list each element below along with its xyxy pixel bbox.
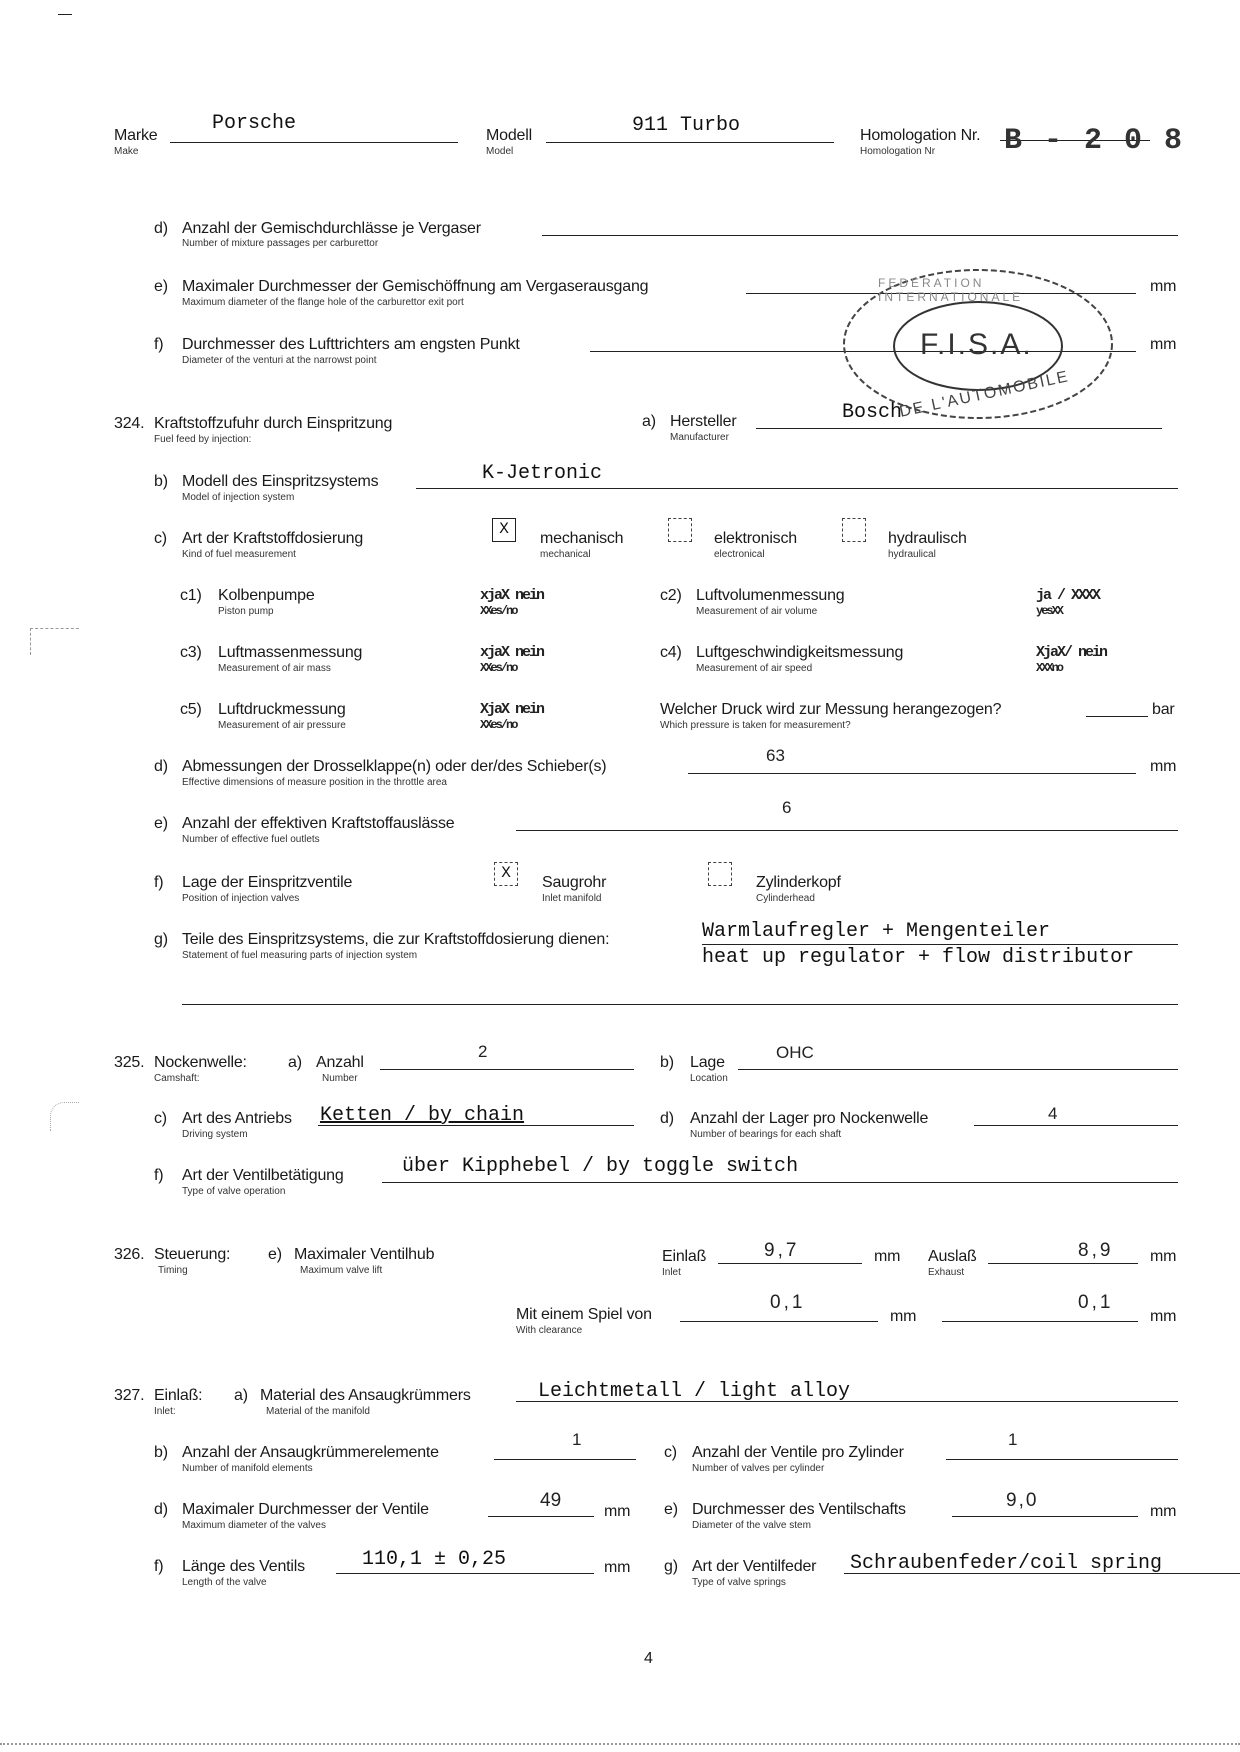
- item-letter: c4): [660, 644, 682, 661]
- unit-mm: mm: [604, 1503, 631, 1520]
- item-letter: f): [154, 1167, 164, 1184]
- throttle-dimensions-sublabel: Effective dimensions of measure position in the throttle area: [182, 777, 447, 788]
- model-field-line: [546, 142, 834, 143]
- inlet-clearance-field-line: [680, 1321, 878, 1322]
- air-speed-answer[interactable]: XjaX/ nein: [1036, 644, 1107, 661]
- fuel-outlets-value[interactable]: 6: [782, 798, 792, 817]
- pressure-field[interactable]: [1086, 716, 1148, 717]
- driving-system-value[interactable]: Ketten / by chain: [320, 1104, 525, 1127]
- item-letter: b): [154, 1444, 168, 1461]
- unit-mm: mm: [1150, 758, 1177, 775]
- valve-spring-type-sublabel: Type of valve springs: [692, 1577, 786, 1588]
- manufacturer-value[interactable]: Bosch: [842, 401, 903, 424]
- valve-length-sublabel: Length of the valve: [182, 1577, 267, 1588]
- piston-pump-answer-sub: XXes/no: [480, 604, 517, 618]
- manifold-elements-label: Anzahl der Ansaugkrümmerelemente: [182, 1444, 439, 1461]
- exhaust-lift-field-line: [988, 1263, 1138, 1264]
- mechanical-sublabel: mechanical: [540, 549, 591, 560]
- inlet-lift-sublabel: Inlet: [662, 1267, 681, 1278]
- model-value[interactable]: 911 Turbo: [632, 114, 741, 137]
- cylinderhead-label: Zylinderkopf: [756, 874, 841, 891]
- valves-per-cylinder-value[interactable]: 1: [1008, 1430, 1018, 1449]
- injection-model-sublabel: Model of injection system: [182, 492, 295, 503]
- camshaft-location-label: Lage: [690, 1054, 725, 1071]
- make-value[interactable]: Porsche: [212, 112, 297, 135]
- piston-pump-answer[interactable]: xjaX nein: [480, 587, 544, 604]
- inlet-lift-field-line: [718, 1263, 862, 1264]
- item-letter: b): [660, 1054, 674, 1071]
- inlet-lift-label: Einlaß: [662, 1248, 707, 1265]
- venturi-diameter-label: Durchmesser des Lufttrichters am engsten Punkt: [182, 336, 520, 353]
- mechanical-checkbox[interactable]: X: [492, 518, 516, 542]
- inlet-manifold-label: Saugrohr: [542, 874, 607, 891]
- punch-hole-mark: [30, 628, 79, 655]
- unit-mm: mm: [1150, 336, 1177, 353]
- item-letter: c5): [180, 701, 202, 718]
- measuring-parts-field-line: [702, 944, 1178, 945]
- hydraulic-checkbox[interactable]: [842, 518, 866, 542]
- bearings-per-shaft-sublabel: Number of bearings for each shaft: [690, 1129, 842, 1140]
- unit-mm: mm: [1150, 278, 1177, 295]
- manifold-elements-sublabel: Number of manifold elements: [182, 1463, 313, 1474]
- model-label: Modell: [486, 127, 532, 144]
- measuring-parts-value-line1[interactable]: Warmlaufregler + Mengenteiler: [702, 920, 1051, 943]
- homologation-sublabel: Homologation Nr: [860, 146, 936, 157]
- clearance-sublabel: With clearance: [516, 1325, 583, 1336]
- bearings-per-shaft-label: Anzahl der Lager pro Nockenwelle: [690, 1110, 929, 1127]
- pressure-question-sublabel: Which pressure is taken for measurement?: [660, 720, 851, 731]
- valve-stem-diameter-sublabel: Diameter of the valve stem: [692, 1520, 811, 1531]
- air-volume-sublabel: Measurement of air volume: [696, 606, 818, 617]
- inlet-manifold-sublabel: Inlet manifold: [542, 893, 602, 904]
- mixture-passages-label: Anzahl der Gemischdurchlässe je Vergaser: [182, 220, 481, 237]
- item-letter: f): [154, 336, 164, 353]
- exhaust-lift-label: Auslaß: [928, 1248, 977, 1265]
- item-letter: c3): [180, 644, 202, 661]
- hydraulic-label: hydraulisch: [888, 530, 967, 547]
- inlet-manifold-checkbox[interactable]: X: [494, 862, 518, 886]
- camshaft-location-sublabel: Location: [690, 1073, 728, 1084]
- manifold-elements-value[interactable]: 1: [572, 1430, 582, 1449]
- throttle-dimensions-label: Abmessungen der Drosselklappe(n) oder der/des Schieber(s): [182, 758, 607, 775]
- mixture-passages-field[interactable]: [542, 235, 1178, 236]
- air-mass-answer-sub: XXes/no: [480, 661, 517, 675]
- make-label: Marke: [114, 127, 158, 144]
- scan-mark: [58, 14, 72, 15]
- item-letter: c1): [180, 587, 202, 604]
- pressure-question-label: Welcher Druck wird zur Messung herangezogen?: [660, 701, 1002, 718]
- valve-length-field-line: [336, 1573, 594, 1574]
- page-number: 4: [644, 1650, 653, 1667]
- section-number: 324.: [114, 415, 145, 432]
- electronic-sublabel: electronical: [714, 549, 765, 560]
- scan-bottom-edge: [0, 1743, 1240, 1745]
- item-letter: c2): [660, 587, 682, 604]
- homologation-value[interactable]: B - 2 0 8: [1004, 124, 1185, 158]
- cylinderhead-checkbox[interactable]: [708, 862, 732, 886]
- manufacturer-sublabel: Manufacturer: [670, 432, 729, 443]
- max-valve-lift-sublabel: Maximum valve lift: [300, 1265, 383, 1276]
- manifold-material-sublabel: Material of the manifold: [266, 1406, 370, 1417]
- section-subtitle: Fuel feed by injection:: [154, 434, 252, 445]
- item-letter: c): [154, 530, 167, 547]
- section-title: Kraftstoffzufuhr durch Einspritzung: [154, 415, 393, 432]
- fuel-outlets-sublabel: Number of effective fuel outlets: [182, 834, 320, 845]
- valve-spring-type-label: Art der Ventilfeder: [692, 1558, 817, 1575]
- bearings-per-shaft-field-line: [974, 1125, 1178, 1126]
- air-pressure-label: Luftdruckmessung: [218, 701, 346, 718]
- section-number: 326.: [114, 1246, 145, 1263]
- item-letter: b): [154, 473, 168, 490]
- manifold-material-label: Material des Ansaugkrümmers: [260, 1387, 471, 1404]
- piston-pump-sublabel: Piston pump: [218, 606, 274, 617]
- measuring-parts-extra-line: [182, 1004, 1178, 1005]
- air-pressure-sublabel: Measurement of air pressure: [218, 720, 346, 731]
- air-volume-label: Luftvolumenmessung: [696, 587, 845, 604]
- item-letter: e): [664, 1501, 678, 1518]
- section-title: Nockenwelle:: [154, 1054, 247, 1071]
- item-letter: d): [154, 1501, 168, 1518]
- inlet-clearance-value[interactable]: 0,1: [770, 1292, 806, 1313]
- mixture-passages-sublabel: Number of mixture passages per carburettor: [182, 238, 379, 249]
- fuel-outlets-field-line: [516, 830, 1178, 831]
- unit-mm: mm: [874, 1248, 901, 1265]
- item-letter: c): [154, 1110, 167, 1127]
- piston-pump-label: Kolbenpumpe: [218, 587, 315, 604]
- manufacturer-label: Hersteller: [670, 413, 737, 430]
- exhaust-lift-sublabel: Exhaust: [928, 1267, 965, 1278]
- injection-model-field-line: [416, 488, 1178, 489]
- flange-hole-diameter-sublabel: Maximum diameter of the flange hole of the carburettor exit port: [182, 297, 464, 308]
- item-letter: d): [660, 1110, 674, 1127]
- valve-spring-type-value[interactable]: Schraubenfeder/coil spring: [850, 1552, 1163, 1575]
- section-subtitle: Timing: [158, 1265, 188, 1276]
- driving-system-label: Art des Antriebs: [182, 1110, 292, 1127]
- fuel-measurement-label: Art der Kraftstoffdosierung: [182, 530, 364, 547]
- valve-operation-label: Art der Ventilbetätigung: [182, 1167, 344, 1184]
- air-pressure-answer-sub: XXes/no: [480, 718, 517, 732]
- valve-max-diameter-label: Maximaler Durchmesser der Ventile: [182, 1501, 429, 1518]
- camshaft-number-label: Anzahl: [316, 1054, 364, 1071]
- exhaust-clearance-value[interactable]: 0,1: [1078, 1292, 1114, 1313]
- valve-operation-sublabel: Type of valve operation: [182, 1186, 286, 1197]
- camshaft-location-value[interactable]: OHC: [776, 1043, 814, 1062]
- measuring-parts-label: Teile des Einspritzsystems, die zur Kraftstoffdosierung dienen:: [182, 931, 610, 948]
- item-letter: g): [664, 1558, 678, 1575]
- camshaft-number-field-line: [380, 1069, 634, 1070]
- air-mass-answer[interactable]: xjaX nein: [480, 644, 544, 661]
- measuring-parts-value-line2[interactable]: heat up regulator + flow distributor: [702, 946, 1135, 969]
- unit-mm: mm: [890, 1308, 917, 1325]
- unit-mm: mm: [1150, 1308, 1177, 1325]
- valve-length-label: Länge des Ventils: [182, 1558, 305, 1575]
- air-speed-answer-sub: XXXno: [1036, 661, 1063, 675]
- injection-model-value[interactable]: K-Jetronic: [482, 462, 603, 485]
- exhaust-clearance-field-line: [942, 1321, 1138, 1322]
- measuring-parts-sublabel: Statement of fuel measuring parts of injection system: [182, 950, 418, 961]
- air-volume-answer-sub: yesXX: [1036, 604, 1063, 618]
- item-letter: e): [154, 815, 168, 832]
- air-mass-sublabel: Measurement of air mass: [218, 663, 331, 674]
- unit-mm: mm: [604, 1559, 631, 1576]
- section-subtitle: Camshaft:: [154, 1073, 200, 1084]
- injection-valves-position-sublabel: Position of injection valves: [182, 893, 300, 904]
- valve-max-diameter-field-line: [488, 1516, 594, 1517]
- valve-stem-diameter-label: Durchmesser des Ventilschafts: [692, 1501, 906, 1518]
- fuel-measurement-sublabel: Kind of fuel measurement: [182, 549, 296, 560]
- item-letter: f): [154, 874, 164, 891]
- valve-stem-diameter-value[interactable]: 9,0: [1006, 1490, 1039, 1511]
- clearance-label: Mit einem Spiel von: [516, 1306, 652, 1323]
- make-sublabel: Make: [114, 146, 139, 157]
- section-subtitle: Inlet:: [154, 1406, 176, 1417]
- section-number: 325.: [114, 1054, 145, 1071]
- item-letter: e): [268, 1246, 282, 1263]
- valves-per-cylinder-sublabel: Number of valves per cylinder: [692, 1463, 825, 1474]
- mechanical-label: mechanisch: [540, 530, 624, 547]
- manufacturer-field-line: [756, 428, 1162, 429]
- item-letter: f): [154, 1558, 164, 1575]
- camshaft-number-sublabel: Number: [322, 1073, 358, 1084]
- unit-bar: bar: [1152, 701, 1175, 718]
- section-number: 327.: [114, 1387, 145, 1404]
- section-title: Einlaß:: [154, 1387, 203, 1404]
- stamp-center-text: F.I.S.A.: [920, 328, 1033, 361]
- item-letter: c): [664, 1444, 677, 1461]
- valves-per-cylinder-field-line: [946, 1459, 1178, 1460]
- air-mass-label: Luftmassenmessung: [218, 644, 363, 661]
- valves-per-cylinder-label: Anzahl der Ventile pro Zylinder: [692, 1444, 904, 1461]
- item-letter: d): [154, 220, 168, 237]
- manifold-material-value[interactable]: Leichtmetall / light alloy: [538, 1380, 851, 1403]
- air-speed-sublabel: Measurement of air speed: [696, 663, 813, 674]
- item-letter: d): [154, 758, 168, 775]
- fuel-outlets-label: Anzahl der effektiven Kraftstoffauslässe: [182, 815, 455, 832]
- make-field-line: [170, 142, 458, 143]
- air-speed-label: Luftgeschwindigkeitsmessung: [696, 644, 904, 661]
- electronic-label: elektronisch: [714, 530, 797, 547]
- item-letter: a): [234, 1387, 248, 1404]
- electronic-checkbox[interactable]: [668, 518, 692, 542]
- valve-operation-field-line: [382, 1182, 1178, 1183]
- valve-length-value[interactable]: 110,1 ± 0,25: [362, 1548, 507, 1571]
- manifold-elements-field-line: [494, 1459, 636, 1460]
- driving-system-sublabel: Driving system: [182, 1129, 248, 1140]
- unit-mm: mm: [1150, 1248, 1177, 1265]
- item-letter: e): [154, 278, 168, 295]
- max-valve-lift-label: Maximaler Ventilhub: [294, 1246, 435, 1263]
- stamp-bottom-arc-text: DE L'AUTOMOBILE: [898, 368, 1072, 421]
- exhaust-lift-value[interactable]: 8,9: [1078, 1240, 1114, 1261]
- unit-mm: mm: [1150, 1503, 1177, 1520]
- hydraulic-sublabel: hydraulical: [888, 549, 936, 560]
- venturi-diameter-sublabel: Diameter of the venturi at the narrowst point: [182, 355, 377, 366]
- punch-hole-mark: [50, 1102, 79, 1131]
- homologation-label: Homologation Nr.: [860, 127, 981, 144]
- injection-valves-position-label: Lage der Einspritzventile: [182, 874, 353, 891]
- valve-stem-diameter-field-line: [952, 1516, 1138, 1517]
- camshaft-number-value[interactable]: 2: [478, 1042, 488, 1061]
- item-letter: a): [642, 413, 656, 430]
- bearings-per-shaft-value[interactable]: 4: [1048, 1104, 1058, 1123]
- section-title: Steuerung:: [154, 1246, 231, 1263]
- cylinderhead-sublabel: Cylinderhead: [756, 893, 815, 904]
- stamp-top-arc-text: FEDERATION INTERNATIONALE: [878, 276, 1024, 304]
- throttle-dimensions-value[interactable]: 63: [766, 746, 785, 765]
- item-letter: g): [154, 931, 168, 948]
- injection-model-label: Modell des Einspritzsystems: [182, 473, 379, 490]
- valve-operation-value[interactable]: über Kipphebel / by toggle switch: [402, 1155, 799, 1178]
- item-letter: a): [288, 1054, 302, 1071]
- valve-max-diameter-sublabel: Maximum diameter of the valves: [182, 1520, 326, 1531]
- air-volume-answer[interactable]: ja / XXXX: [1036, 587, 1100, 604]
- air-pressure-answer[interactable]: XjaX nein: [480, 701, 544, 718]
- flange-hole-diameter-label: Maximaler Durchmesser der Gemischöffnung am Vergaserausgang: [182, 278, 649, 295]
- inlet-lift-value[interactable]: 9,7: [764, 1240, 800, 1261]
- throttle-dimensions-field-line: [688, 773, 1136, 774]
- camshaft-location-field-line: [738, 1069, 1178, 1070]
- valve-max-diameter-value[interactable]: 49: [540, 1490, 562, 1511]
- model-sublabel: Model: [486, 146, 514, 157]
